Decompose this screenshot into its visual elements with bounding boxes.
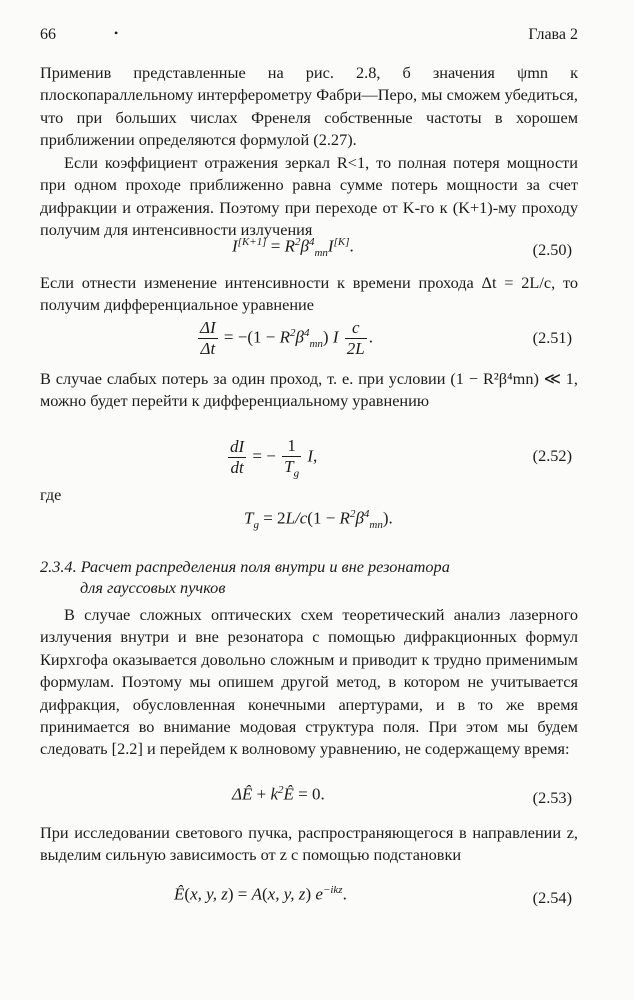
chapter-title: Глава 2: [528, 26, 578, 43]
equation-number-2-50: (2.50): [532, 240, 572, 259]
equation-2-54: Ê(x, y, z) = A(x, y, z) $e^{-ikz}$.: [174, 884, 347, 904]
paragraph-3: Если отнести изменение интенсивности к времени прохода Δt = 2L/c, то получим дифференциальное уравнение: [40, 273, 578, 315]
equation-number-2-54: (2.54): [532, 888, 572, 907]
equation-2-50: $I[K+1] = R^2\beta^4_{mn}I[K]$.: [232, 236, 354, 260]
paragraph-2: Если коэффициент отражения зеркал R<1, то полная потеря мощности при одном проходе приближенно равна сумме потерь мощности за счет дифракции и отражения. Поэтому при переходе от K-го к (K+1)-му проходу получим для интенсивности излучения: [40, 153, 578, 240]
section-title-line2: для гауссовых пучков: [80, 578, 226, 597]
equation-number-2-53: (2.53): [532, 788, 572, 807]
paragraph-7: При исследовании светового пучка, распространяющегося в направлении z, выделим сильную зависимость от z с помощью подстановки: [40, 823, 578, 865]
section-heading: [40, 556, 580, 598]
paragraph-6: В случае сложных оптических схем теоретический анализ лазерного излучения внутри и вне резонатора с помощью дифракционных формул Кирхгофа оказывается довольно сложным и приводит к трудно применимым формулам. Поэтому мы опишем другой метод, в котором не учитывается дифракция, обусловленная конечными апертурами, и в то же время принимается во внимание модовая структура поля. При этом мы будем следовать [2.2] и перейдем к волновому уравнению, не содержащему время:: [40, 605, 578, 759]
equation-number-2-51: (2.51): [532, 328, 572, 347]
equation-2-53: ΔÊ + $k^2Ê = 0$.: [232, 784, 325, 804]
equation-2-52: $\frac{dI}{dt}$ = − $\frac{1}{T_g}$ I,: [230, 436, 318, 480]
paragraph-4: В случае слабых потерь за один проход, т. е. при условии (1 − R²β⁴mn) ≪ 1, можно будет перейти к дифференциальному уравнению: [40, 369, 578, 411]
paragraph-5: где: [40, 485, 62, 504]
equation-number-2-52: (2.52): [532, 446, 572, 465]
page-number: 66: [40, 26, 56, 43]
ink-mark: •: [114, 26, 119, 40]
section-title-line1: Расчет распределения поля внутри и вне резонатора: [80, 557, 450, 576]
paragraph-1: Применив представленные на рис. 2.8, б значения ψmn к плоскопараллельному интерферометру Фабри—Перо, мы сможем убедиться, что при больших числах Френеля собственные частоты в хорошем приближении определяются формулой (2.27).: [40, 63, 578, 150]
section-number: 2.3.4.: [40, 557, 77, 576]
equation-2-51: $\frac{\Delta I}{\Delta t}$ = $-(1 - R^2\beta^4_{mn})$ I $\frac{c}{2L}$ .: [200, 318, 373, 358]
equation-tau: $T_g = 2L/c(1 - R^2\beta^4_{mn})$.: [244, 508, 393, 532]
